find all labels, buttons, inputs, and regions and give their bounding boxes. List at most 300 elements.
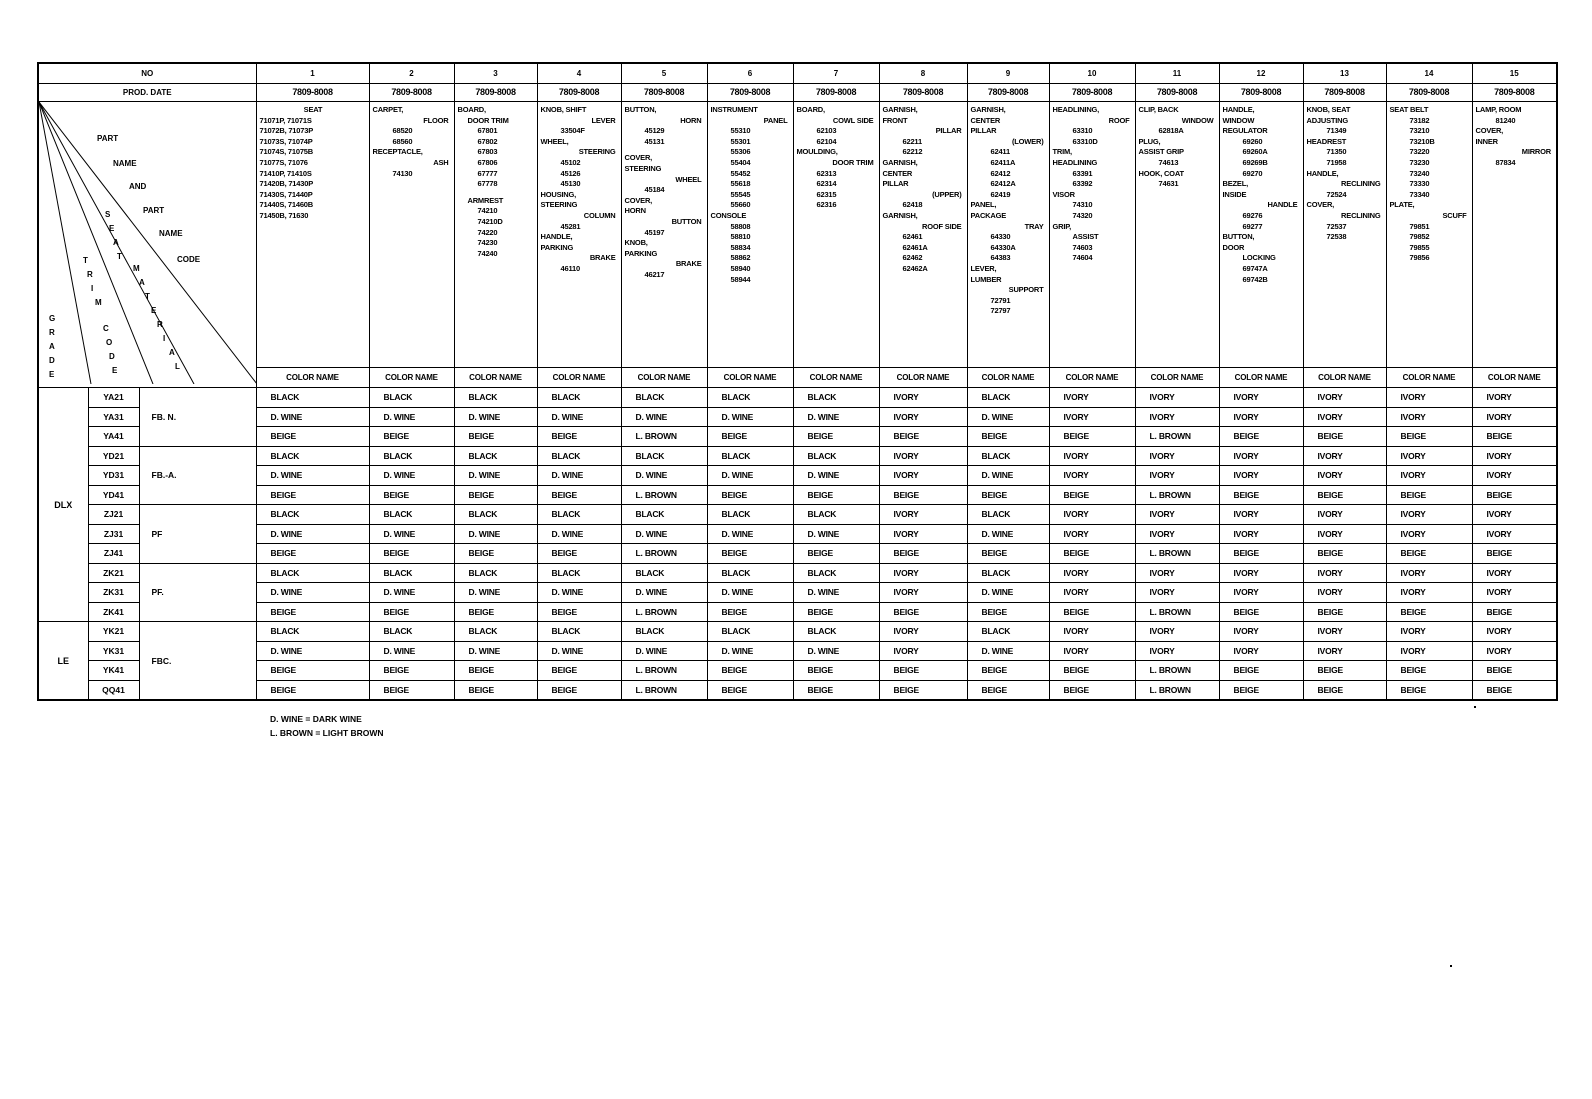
- color-cell: IVORY: [879, 583, 967, 603]
- part-line: 45281: [560, 221, 581, 231]
- color-cell: D. WINE: [793, 641, 879, 661]
- prod-date-row: [38, 84, 1557, 102]
- part-line: 55545: [730, 189, 751, 199]
- color-cell: IVORY: [1219, 583, 1303, 603]
- trim-row: [38, 427, 1557, 447]
- prod-date-value: 7809-8008: [1386, 84, 1472, 102]
- part-line: 55660: [730, 200, 751, 210]
- part-line: 79855: [1409, 242, 1430, 252]
- part-line: BRAKE: [675, 259, 702, 269]
- part-line: FLOOR: [423, 115, 449, 125]
- seat-material: FB.-A.: [139, 446, 256, 505]
- column-number: 13: [1303, 63, 1386, 84]
- color-cell: BEIGE: [537, 602, 621, 622]
- part-line: HANDLE,: [1222, 105, 1255, 114]
- part-line: HOOK, COAT: [1138, 168, 1184, 178]
- color-name-header: COLOR NAME: [537, 368, 621, 388]
- color-cell: BLACK: [621, 563, 707, 583]
- part-line: 71077S, 71076: [259, 157, 308, 167]
- part-line: GARNISH,: [882, 105, 918, 114]
- color-cell: IVORY: [879, 524, 967, 544]
- part-line: 74310: [1072, 200, 1093, 210]
- part-line: PILLAR: [970, 126, 997, 136]
- color-cell: D. WINE: [256, 407, 369, 427]
- color-cell: BEIGE: [454, 661, 537, 681]
- part-line: 71072B, 71073P: [259, 126, 313, 136]
- part-list-cell: [369, 102, 454, 368]
- trim-row: [38, 388, 1557, 408]
- column-number: 9: [967, 63, 1049, 84]
- color-cell: BEIGE: [537, 680, 621, 700]
- grade-cell: DLX: [38, 388, 88, 622]
- color-cell: IVORY: [1303, 505, 1386, 525]
- part-line: 71440S, 71460B: [259, 200, 313, 210]
- part-line: 62462: [902, 253, 923, 263]
- color-name-header: COLOR NAME: [369, 368, 454, 388]
- trim-code: YD41: [88, 485, 139, 505]
- column-number: 10: [1049, 63, 1135, 84]
- part-line: 69747A: [1242, 263, 1268, 273]
- color-cell: D. WINE: [256, 583, 369, 603]
- part-line: REGULATOR: [1222, 126, 1268, 136]
- color-cell: BEIGE: [967, 544, 1049, 564]
- trim-row: [38, 622, 1557, 642]
- color-cell: L. BROWN: [1135, 661, 1219, 681]
- color-name-header: COLOR NAME: [256, 368, 369, 388]
- color-cell: BLACK: [454, 388, 537, 408]
- color-cell: IVORY: [1303, 622, 1386, 642]
- color-name-header: COLOR NAME: [1219, 368, 1303, 388]
- part-line: 58810: [730, 232, 751, 242]
- color-cell: BLACK: [967, 388, 1049, 408]
- color-cell: BEIGE: [967, 661, 1049, 681]
- part-line: 45184: [644, 185, 665, 195]
- prod-date-value: 7809-8008: [256, 84, 369, 102]
- part-line: (UPPER): [932, 189, 962, 199]
- part-line: COVER,: [1306, 200, 1335, 210]
- part-line: 62411A: [990, 157, 1016, 167]
- part-line: PANEL,: [970, 200, 997, 210]
- color-cell: D. WINE: [621, 524, 707, 544]
- part-line: 74603: [1072, 242, 1093, 252]
- color-name-header: COLOR NAME: [1303, 368, 1386, 388]
- color-cell: IVORY: [1219, 524, 1303, 544]
- color-cell: L. BROWN: [1135, 427, 1219, 447]
- part-line: 73210B: [1409, 136, 1435, 146]
- color-cell: D. WINE: [369, 524, 454, 544]
- color-cell: IVORY: [1219, 563, 1303, 583]
- part-line: ROOF SIDE: [922, 221, 962, 231]
- no-label: NO: [38, 63, 256, 84]
- part-line: BEZEL,: [1222, 179, 1248, 189]
- part-line: SEAT: [303, 105, 323, 114]
- part-line: 74631: [1158, 179, 1179, 189]
- part-line: INSTRUMENT: [710, 105, 758, 114]
- part-line: 68560: [392, 136, 413, 146]
- color-cell: BLACK: [454, 622, 537, 642]
- part-line: GARNISH,: [970, 105, 1006, 114]
- color-cell: D. WINE: [621, 466, 707, 486]
- part-line: 62316: [816, 200, 837, 210]
- color-cell: D. WINE: [454, 466, 537, 486]
- prod-date-value: 7809-8008: [454, 84, 537, 102]
- trim-code: YK41: [88, 661, 139, 681]
- color-cell: BEIGE: [256, 680, 369, 700]
- color-cell: D. WINE: [707, 466, 793, 486]
- color-cell: IVORY: [1472, 641, 1557, 661]
- part-list-cell: [793, 102, 879, 368]
- part-line: LUMBER: [970, 274, 1002, 284]
- part-line: 55306: [730, 147, 751, 157]
- part-line: 72524: [1326, 189, 1347, 199]
- part-line: 64330A: [990, 242, 1016, 252]
- trim-row: [38, 485, 1557, 505]
- color-cell: BEIGE: [707, 680, 793, 700]
- part-line: 63392: [1072, 179, 1093, 189]
- part-line: WINDOW: [1181, 115, 1214, 125]
- color-name-header: COLOR NAME: [707, 368, 793, 388]
- color-cell: BEIGE: [537, 544, 621, 564]
- color-cell: BLACK: [967, 446, 1049, 466]
- color-cell: D. WINE: [454, 524, 537, 544]
- color-cell: BLACK: [967, 563, 1049, 583]
- grade-cell: LE: [38, 622, 88, 701]
- part-line: 71958: [1326, 157, 1347, 167]
- color-cell: BLACK: [537, 388, 621, 408]
- part-list-cell: [621, 102, 707, 368]
- color-cell: D. WINE: [256, 641, 369, 661]
- part-line: ASSIST GRIP: [1138, 147, 1184, 157]
- color-cell: IVORY: [1472, 563, 1557, 583]
- prod-date-value: 7809-8008: [879, 84, 967, 102]
- part-line: STEERING: [540, 200, 578, 210]
- color-name-header: COLOR NAME: [1135, 368, 1219, 388]
- part-line: KNOB, SEAT: [1306, 105, 1351, 114]
- part-names-row: [38, 102, 1557, 368]
- part-line: BUTTON: [671, 216, 702, 226]
- part-line: DOOR TRIM: [832, 157, 874, 167]
- diagonal-label: AND: [129, 182, 147, 191]
- trim-code: YA31: [88, 407, 139, 427]
- trim-row: [38, 505, 1557, 525]
- color-cell: BLACK: [256, 563, 369, 583]
- color-cell: IVORY: [1049, 622, 1135, 642]
- part-line: 67778: [477, 179, 498, 189]
- color-cell: BEIGE: [1472, 602, 1557, 622]
- part-line: 58862: [730, 253, 751, 263]
- color-cell: D. WINE: [707, 583, 793, 603]
- color-cell: BLACK: [793, 622, 879, 642]
- color-cell: IVORY: [1135, 446, 1219, 466]
- part-line: HORN: [624, 206, 646, 216]
- color-cell: BEIGE: [454, 680, 537, 700]
- color-cell: IVORY: [1219, 407, 1303, 427]
- part-line: COVER,: [624, 195, 653, 205]
- part-line: KNOB, SHIFT: [540, 105, 587, 114]
- color-cell: BLACK: [621, 622, 707, 642]
- column-number: 14: [1386, 63, 1472, 84]
- color-cell: BLACK: [707, 622, 793, 642]
- part-line: COWL SIDE: [832, 115, 874, 125]
- color-cell: BEIGE: [707, 485, 793, 505]
- color-cell: IVORY: [1386, 466, 1472, 486]
- part-line: 72538: [1326, 232, 1347, 242]
- color-name-header: COLOR NAME: [967, 368, 1049, 388]
- color-cell: IVORY: [1303, 563, 1386, 583]
- color-cell: BLACK: [454, 505, 537, 525]
- part-line: 71073S, 71074P: [259, 136, 313, 146]
- color-cell: BEIGE: [369, 544, 454, 564]
- part-line: 62411: [990, 147, 1010, 157]
- trim-code: ZJ41: [88, 544, 139, 564]
- column-number: 15: [1472, 63, 1557, 84]
- prod-date-value: 7809-8008: [1472, 84, 1557, 102]
- part-list-cell: [1049, 102, 1135, 368]
- color-cell: IVORY: [1303, 388, 1386, 408]
- prod-date-value: 7809-8008: [793, 84, 879, 102]
- part-line: CENTER: [882, 168, 913, 178]
- part-list-cell: [879, 102, 967, 368]
- color-cell: IVORY: [1219, 466, 1303, 486]
- part-line: PILLAR: [935, 126, 962, 136]
- color-cell: BLACK: [793, 505, 879, 525]
- column-number: 3: [454, 63, 537, 84]
- color-cell: L. BROWN: [621, 602, 707, 622]
- part-line: HEADREST: [1306, 136, 1347, 146]
- color-cell: D. WINE: [537, 407, 621, 427]
- part-line: 58834: [730, 242, 751, 252]
- color-cell: IVORY: [1472, 524, 1557, 544]
- color-cell: IVORY: [1386, 505, 1472, 525]
- part-line: TRIM,: [1052, 147, 1072, 157]
- trim-row: [38, 407, 1557, 427]
- color-cell: BEIGE: [454, 544, 537, 564]
- part-line: 62818A: [1158, 126, 1184, 136]
- part-line: GARNISH,: [882, 157, 918, 167]
- color-cell: BEIGE: [707, 544, 793, 564]
- part-line: 62103: [816, 126, 837, 136]
- color-cell: BEIGE: [967, 680, 1049, 700]
- part-line: ADJUSTING: [1306, 115, 1349, 125]
- color-cell: BLACK: [707, 446, 793, 466]
- color-cell: BEIGE: [1219, 544, 1303, 564]
- part-line: 71430S, 71440P: [259, 189, 313, 199]
- part-line: PILLAR: [882, 179, 909, 189]
- color-cell: IVORY: [1472, 505, 1557, 525]
- color-cell: BLACK: [537, 622, 621, 642]
- color-cell: D. WINE: [369, 466, 454, 486]
- color-cell: BEIGE: [1219, 680, 1303, 700]
- part-line: ARMREST: [467, 195, 504, 205]
- color-cell: D. WINE: [454, 407, 537, 427]
- color-cell: D. WINE: [256, 466, 369, 486]
- column-number: 12: [1219, 63, 1303, 84]
- trim-row: [38, 544, 1557, 564]
- part-line: 67802: [477, 136, 498, 146]
- color-cell: IVORY: [1049, 641, 1135, 661]
- part-line: 79852: [1409, 232, 1430, 242]
- legend-line-lbrown: L. BROWN = LIGHT BROWN: [270, 728, 384, 738]
- color-cell: BEIGE: [1049, 485, 1135, 505]
- color-cell: D. WINE: [621, 641, 707, 661]
- part-list-cell: [1472, 102, 1557, 368]
- trim-code: ZK31: [88, 583, 139, 603]
- part-line: 55404: [730, 157, 751, 167]
- color-cell: BLACK: [256, 446, 369, 466]
- part-line: 67803: [477, 147, 498, 157]
- abbreviation-legend: [270, 712, 384, 740]
- color-cell: BEIGE: [1049, 427, 1135, 447]
- color-cell: BLACK: [256, 622, 369, 642]
- color-cell: BLACK: [369, 446, 454, 466]
- color-cell: BEIGE: [537, 661, 621, 681]
- part-line: DOOR TRIM: [467, 115, 509, 125]
- part-line: 71410P, 71410S: [259, 168, 312, 178]
- column-number: 6: [707, 63, 793, 84]
- part-line: PARKING: [624, 248, 658, 258]
- part-line: WHEEL,: [540, 136, 569, 146]
- diagonal-header-body: PART NAME AND PART NAME CODE S E A T M A T E R I A L T R I M C O D E G R A D E: [39, 102, 256, 384]
- color-cell: D. WINE: [537, 641, 621, 661]
- color-cell: D. WINE: [967, 466, 1049, 486]
- color-cell: IVORY: [1303, 641, 1386, 661]
- color-cell: BEIGE: [967, 602, 1049, 622]
- part-line: 73340: [1409, 189, 1430, 199]
- part-line: GRIP,: [1052, 221, 1071, 231]
- color-cell: BEIGE: [454, 602, 537, 622]
- part-line: 73182: [1409, 115, 1430, 125]
- color-cell: D. WINE: [707, 524, 793, 544]
- part-line: 68520: [392, 126, 413, 136]
- part-line: 62211: [902, 136, 922, 146]
- color-cell: BLACK: [369, 388, 454, 408]
- color-cell: D. WINE: [537, 583, 621, 603]
- part-line: 87834: [1495, 157, 1516, 167]
- color-cell: IVORY: [1219, 505, 1303, 525]
- part-line: STEERING: [578, 147, 616, 157]
- color-cell: IVORY: [1049, 407, 1135, 427]
- part-line: 71349: [1326, 126, 1347, 136]
- color-cell: BEIGE: [369, 661, 454, 681]
- color-cell: D. WINE: [793, 583, 879, 603]
- diagonal-label: CODE: [177, 255, 201, 264]
- color-cell: IVORY: [1049, 505, 1135, 525]
- color-cell: BEIGE: [793, 544, 879, 564]
- part-line: 74240: [477, 248, 498, 258]
- color-cell: IVORY: [1472, 388, 1557, 408]
- color-cell: IVORY: [1135, 583, 1219, 603]
- color-cell: BEIGE: [1472, 544, 1557, 564]
- color-cell: BEIGE: [537, 485, 621, 505]
- part-line: 58944: [730, 274, 751, 284]
- color-cell: D. WINE: [369, 583, 454, 603]
- color-cell: L. BROWN: [621, 544, 707, 564]
- color-cell: D. WINE: [707, 407, 793, 427]
- color-cell: BEIGE: [793, 485, 879, 505]
- part-line: 71350: [1326, 147, 1347, 157]
- part-line: SEAT BELT: [1389, 105, 1429, 114]
- part-line: WHEEL: [675, 174, 702, 184]
- speck-mark: [1450, 965, 1452, 967]
- trim-code: YK31: [88, 641, 139, 661]
- part-line: 62461A: [902, 242, 928, 252]
- color-cell: BEIGE: [1219, 427, 1303, 447]
- part-line: 62313: [816, 168, 837, 178]
- color-cell: BLACK: [793, 388, 879, 408]
- seat-material: FB. N.: [139, 388, 256, 447]
- trim-row: [38, 680, 1557, 700]
- part-line: 69260: [1242, 136, 1263, 146]
- color-cell: IVORY: [1135, 641, 1219, 661]
- part-line: PANEL: [763, 115, 788, 125]
- part-line: 62461: [902, 232, 923, 242]
- trim-row: [38, 446, 1557, 466]
- trim-code: YD31: [88, 466, 139, 486]
- part-list-cell: [256, 102, 369, 368]
- color-cell: BLACK: [369, 505, 454, 525]
- trim-row: [38, 563, 1557, 583]
- color-cell: BLACK: [369, 622, 454, 642]
- trim-code: ZK41: [88, 602, 139, 622]
- part-line: 72797: [990, 306, 1011, 316]
- part-line: 73220: [1409, 147, 1430, 157]
- part-line: 63391: [1072, 168, 1093, 178]
- part-line: 45197: [644, 227, 665, 237]
- color-chart: [37, 62, 1558, 701]
- part-line: SCUFF: [1442, 210, 1467, 220]
- part-line: 72537: [1326, 221, 1347, 231]
- part-line: LAMP, ROOM: [1475, 105, 1522, 114]
- color-cell: IVORY: [1303, 583, 1386, 603]
- color-cell: L. BROWN: [1135, 680, 1219, 700]
- color-cell: L. BROWN: [1135, 485, 1219, 505]
- color-cell: BEIGE: [1472, 485, 1557, 505]
- part-line: 62419: [990, 189, 1011, 199]
- color-cell: BEIGE: [1386, 544, 1472, 564]
- color-cell: BEIGE: [879, 680, 967, 700]
- part-line: 79851: [1409, 221, 1430, 231]
- part-line: 63310: [1072, 126, 1093, 136]
- color-cell: BEIGE: [1049, 602, 1135, 622]
- color-cell: D. WINE: [621, 583, 707, 603]
- seat-material: PF.: [139, 563, 256, 622]
- color-cell: IVORY: [1386, 524, 1472, 544]
- color-cell: IVORY: [1135, 622, 1219, 642]
- prod-date-value: 7809-8008: [621, 84, 707, 102]
- part-line: BOARD,: [796, 105, 825, 114]
- color-cell: IVORY: [1049, 388, 1135, 408]
- color-name-header: COLOR NAME: [454, 368, 537, 388]
- trim-row: [38, 641, 1557, 661]
- trim-code: YD21: [88, 446, 139, 466]
- color-cell: BEIGE: [369, 427, 454, 447]
- color-name-header-row: [38, 368, 1557, 388]
- color-cell: IVORY: [879, 505, 967, 525]
- color-cell: IVORY: [879, 563, 967, 583]
- part-line: 62314: [816, 179, 837, 189]
- part-line: PLUG,: [1138, 136, 1161, 146]
- color-cell: BLACK: [967, 622, 1049, 642]
- part-line: 81240: [1495, 115, 1516, 125]
- diagonal-label: PART: [143, 206, 165, 215]
- trim-code: YA41: [88, 427, 139, 447]
- color-cell: BEIGE: [1303, 485, 1386, 505]
- part-line: 63310D: [1072, 136, 1098, 146]
- color-cell: BEIGE: [879, 427, 967, 447]
- seat-material: FBC.: [139, 622, 256, 701]
- part-line: 73230: [1409, 157, 1430, 167]
- color-cell: IVORY: [879, 466, 967, 486]
